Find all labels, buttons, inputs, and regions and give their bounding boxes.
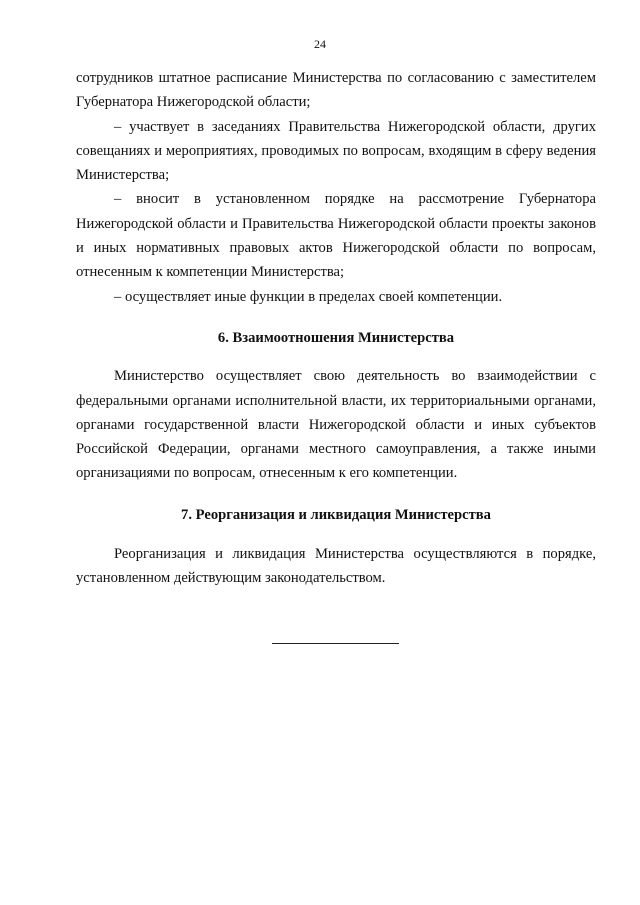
paragraph-submits-drafts: – вносит в установленном порядке на рассмотрение Губернатора Нижегородской области и Правительства Нижегородской области проекты законов и иных нормативных правовых актов Нижегородской области по вопросам, отнесенным к компетенции Министерства;: [76, 191, 596, 281]
section-6-paragraph: Министерство осуществляет свою деятельность во взаимодействии с федеральными органами исполнительной власти, их территориальными органами, органами государственной власти Нижегородской области и иных субъектов Российской Федерации, органами местного самоуправления, а также иными организациями по вопросам, отнесенным к его компетенции.: [76, 368, 596, 482]
page-number: 24: [314, 37, 326, 51]
paragraph-continuation: сотрудников штатное расписание Министерства по согласованию с заместителем Губернатора Нижегородской области;: [76, 70, 596, 111]
document-body: [76, 66, 596, 591]
paragraph-other-functions: – осуществляет иные функции в пределах своей компетенции.: [114, 288, 503, 305]
section-7-paragraph: Реорганизация и ликвидация Министерства осуществляются в порядке, установленном действующим законодательством.: [76, 546, 596, 587]
end-separator-line: [272, 643, 399, 644]
paragraph-participates: – участвует в заседаниях Правительства Нижегородской области, других совещаниях и мероприятиях, проводимых по вопросам, входящим в сферу ведения Министерства;: [76, 118, 596, 184]
section-6-heading: 6. Взаимоотношения Министерства: [217, 329, 455, 346]
section-7-heading: 7. Реорганизация и ликвидация Министерства: [181, 506, 491, 523]
